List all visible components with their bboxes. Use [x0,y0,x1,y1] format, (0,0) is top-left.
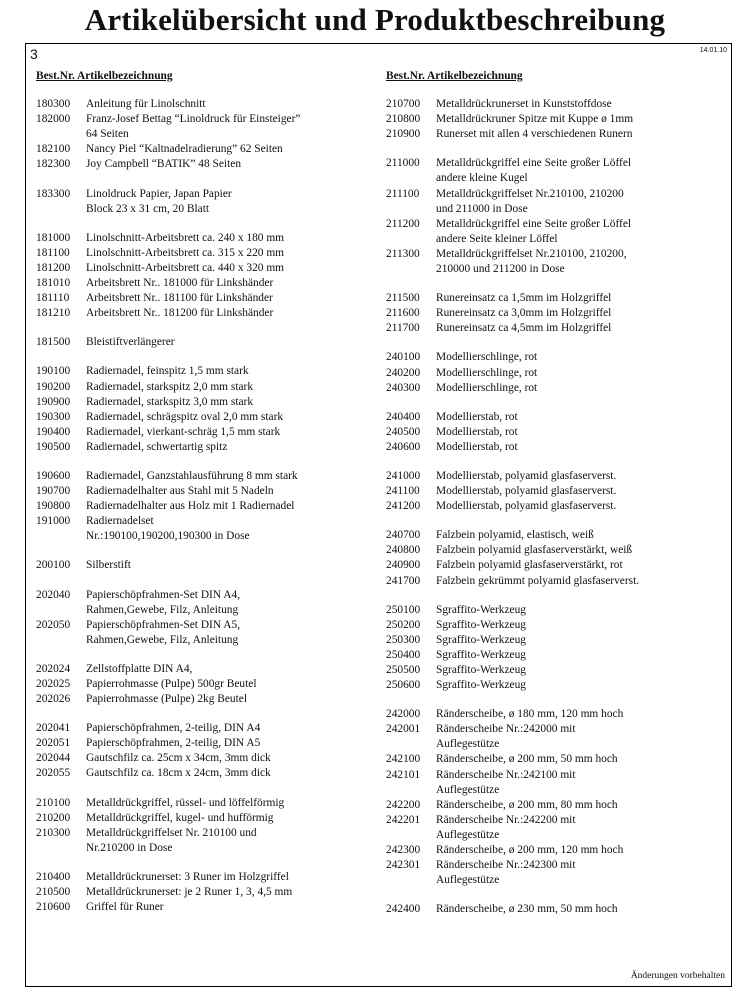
article-row [36,514,376,529]
article-description: Metalldrückrunerset: je 2 Runer 1, 3, 4,5 mm [86,886,293,899]
article-number: 242301 [386,859,421,872]
article-number: 240300 [386,381,421,394]
article-number: 210400 [36,870,71,883]
article-row [386,112,731,127]
article-number: 210100 [36,796,71,809]
article-row [386,574,731,589]
article-description: Falzbein gekrümmt polyamid glasfaserverst. [436,574,640,587]
article-row [36,335,376,350]
article-number: 202044 [36,752,71,765]
article-row [36,499,376,514]
article-description-continued: Nr.:190100,190200,190300 in Dose [86,530,250,543]
article-row [386,618,731,633]
article-number: 250200 [386,618,421,631]
article-description: Metalldrückgriffelset Nr.210100, 210200, [436,247,627,260]
article-description: Zellstoffplatte DIN A4, [86,662,193,675]
row-spacer [36,544,376,558]
article-number: 190700 [36,485,71,498]
article-row [386,187,731,202]
page-number: 3 [30,46,38,62]
catalog-frame [25,43,732,987]
row-spacer [386,277,731,291]
article-number: 241700 [386,574,421,587]
article-row [36,721,376,736]
article-row [36,142,376,157]
article-description: Modellierstab, polyamid glasfaserverst. [436,469,617,482]
article-description: Radiernadel, schwertartig spitz [86,440,228,453]
article-description: Modellierschlinge, rot [436,366,538,379]
article-description: Runerset mit allen 4 verschiedenen Runern [436,128,633,141]
row-spacer [386,336,731,350]
article-number: 240800 [386,544,421,557]
article-number: 182000 [36,113,71,126]
article-number: 211700 [386,322,420,335]
row-spacer [36,217,376,231]
article-description: Falzbein polyamid glasfaserverstärkt, rot [436,559,623,572]
article-description-continued: Auflegestütze [436,738,500,751]
article-number: 211500 [386,292,420,305]
article-description: Griffel für Runer [86,901,164,914]
article-description: Modellierstab, polyamid glasfaserverst. [436,500,617,513]
article-number: 250100 [386,603,421,616]
row-spacer [36,173,376,187]
article-description: Ränderscheibe Nr.:242200 mit [436,813,576,826]
article-row [36,276,376,291]
article-description: Silberstift [86,559,131,572]
article-description: Falzbein polyamid, elastisch, weiß [436,529,594,542]
article-number: 210500 [36,886,71,899]
article-description: Sgraffito-Werkzeug [436,679,526,692]
article-row [36,410,376,425]
article-description: Arbeitsbrett Nr.. 181100 für Linkshänder [86,292,273,305]
article-number: 240900 [386,559,421,572]
right-column [386,69,731,917]
article-description: Sgraffito-Werkzeug [436,648,526,661]
article-number: 181000 [36,231,71,244]
article-row [386,752,731,767]
article-row [36,692,376,707]
article-row [36,766,376,781]
article-row [36,811,376,826]
article-row [36,662,376,677]
article-row [36,97,376,112]
article-number: 181210 [36,307,71,320]
article-row [36,618,376,633]
left-column [36,69,376,915]
article-description: Sgraffito-Werkzeug [436,664,526,676]
article-row [36,440,376,455]
article-description-continued: und 211000 in Dose [436,202,528,215]
article-number: 241200 [386,500,421,513]
article-description: Runereinsatz ca 3,0mm im Holzgriffel [436,307,612,320]
article-row [36,469,376,484]
article-number: 181200 [36,261,71,274]
article-row [36,870,376,885]
article-description: Metalldrückrunerset: 3 Runer im Holzgriffel [86,870,289,883]
article-row [36,395,376,410]
article-number: 241100 [386,485,420,498]
row-spacer [386,142,731,156]
article-number: 190200 [36,380,71,393]
article-number: 242400 [386,903,421,916]
article-row [386,858,731,873]
article-number: 181500 [36,336,71,349]
article-description: Papierschöpfrahmen-Set DIN A4, [86,588,241,601]
article-row [386,484,731,499]
article-description: Arbeitsbrett Nr.. 181200 für Linkshänder [86,307,274,320]
article-description: Ränderscheibe, ø 200 mm, 80 mm hoch [436,798,618,811]
article-row [386,648,731,663]
article-row [386,217,731,232]
row-spacer [386,514,731,528]
article-number: 210300 [36,826,71,839]
article-description: Radiernadel, vierkant-schräg 1,5 mm stark [86,425,281,438]
article-description: Papierschöpfrahmen-Set DIN A5, [86,618,241,631]
article-row [386,678,731,693]
article-number: 242300 [386,844,421,857]
article-row [36,291,376,306]
article-description: Papierschöpfrahmen, 2-teilig, DIN A5 [86,737,261,750]
article-number: 242001 [386,723,421,736]
article-number: 210200 [36,811,71,824]
article-number: 190600 [36,469,71,482]
article-description: Modellierstab, rot [436,425,518,438]
article-description: Modellierschlinge, rot [436,351,538,364]
article-description: Sgraffito-Werkzeug [436,603,526,616]
article-description: Metalldrückgriffel eine Seite großer Löffel [436,217,632,230]
article-description-continued: Auflegestütze [436,783,500,796]
article-description: Ränderscheibe, ø 230 mm, 50 mm hoch [436,903,618,916]
article-number: 210700 [386,98,421,111]
article-row [386,603,731,618]
article-description: Modellierstab, rot [436,410,518,423]
article-description: Nancy Piel “Kaltnadelradierung” 62 Seiten [86,143,283,156]
article-row [386,291,731,306]
footer-note: Änderungen vorbehalten [630,971,725,981]
article-number: 242100 [386,753,421,766]
article-description: Anleitung für Linolschnitt [86,98,206,111]
row-spacer [36,648,376,662]
article-row [36,900,376,915]
article-description-continued: Block 23 x 31 cm, 20 Blatt [86,202,210,215]
article-description: Radiernadelset [86,515,154,528]
article-number: 182300 [36,158,71,171]
row-spacer [386,396,731,410]
article-description: Radiernadel, schrägspitz oval 2,0 mm stark [86,410,284,423]
article-number: 202025 [36,678,71,690]
article-number: 240100 [386,351,421,364]
article-description: Joy Campbell “BATIK” 48 Seiten [86,158,242,171]
article-description: Metalldrückgriffelset Nr.210100, 210200 [436,187,624,200]
row-spacer [36,707,376,721]
article-list [386,97,731,917]
article-row [386,528,731,543]
article-row [36,425,376,440]
article-number: 240200 [386,366,421,379]
article-number: 250300 [386,633,421,646]
article-description: Bleistiftverlängerer [86,336,175,349]
article-description: Papierrohmasse (Pulpe) 2kg Beutel [86,693,248,706]
article-description: Gautschfilz ca. 18cm x 24cm, 3mm dick [86,767,271,780]
article-number: 211300 [386,247,420,260]
article-row [386,321,731,336]
article-number: 242200 [386,798,421,811]
article-number: 190500 [36,440,71,453]
article-description: Metalldrückruner Spitze mit Kuppe ø 1mm [436,113,634,126]
article-row [386,440,731,455]
article-description-continued: Rahmen,Gewebe, Filz, Anleitung [86,633,239,646]
article-number: 190800 [36,500,71,513]
page-title: Artikelübersicht und Produktbeschreibung [84,2,666,37]
article-description-continued: 64 Seiten [86,128,129,141]
article-number: 202051 [36,737,71,750]
article-description: Ränderscheibe Nr.:242100 mit [436,768,576,781]
article-description: Ränderscheibe Nr.:242000 mit [436,723,576,736]
article-description: Falzbein polyamid glasfaserverstärkt, weiß [436,544,633,557]
article-number: 210900 [386,128,421,141]
article-list [36,97,376,915]
article-number: 190400 [36,425,71,438]
article-row [36,157,376,172]
article-number: 240700 [386,529,421,542]
article-row [386,127,731,142]
row-spacer [36,574,376,588]
article-description: Radiernadelhalter aus Holz mit 1 Radiernadel [86,500,295,513]
article-description: Ränderscheibe, ø 180 mm, 120 mm hoch [436,708,624,721]
article-row [36,112,376,127]
article-number: 211600 [386,307,420,320]
article-number: 181110 [36,292,70,305]
article-description: Metalldrückgriffelset Nr. 210100 und [86,826,257,839]
article-number: 202050 [36,618,71,631]
article-row [386,410,731,425]
article-description: Radiernadel, feinspitz 1,5 mm stark [86,365,249,378]
article-row [386,663,731,678]
column-header: Best.Nr. Artikelbezeichnung [36,70,173,82]
article-number: 190100 [36,365,71,378]
article-description: Gautschfilz ca. 25cm x 34cm, 3mm dick [86,752,271,765]
article-row [386,381,731,396]
article-row [36,484,376,499]
article-number: 240500 [386,425,421,438]
article-description: Radiernadelhalter aus Stahl mit 5 Nadeln [86,485,274,498]
row-spacer [36,782,376,796]
article-number: 250500 [386,664,421,676]
article-row [386,558,731,573]
article-row [36,364,376,379]
article-description: Linolschnitt-Arbeitsbrett ca. 315 x 220 mm [86,246,285,259]
article-number: 181100 [36,246,70,259]
article-number: 200100 [36,559,71,572]
article-number: 211000 [386,157,420,170]
article-row [36,826,376,841]
article-number: 210600 [36,901,71,914]
row-spacer [386,455,731,469]
article-number: 242201 [386,813,421,826]
article-row [386,425,731,440]
article-description: Ränderscheibe Nr.:242300 mit [436,859,576,872]
article-row [386,97,731,112]
article-row [36,751,376,766]
article-row [386,350,731,365]
article-row [386,499,731,514]
row-spacer [36,856,376,870]
article-row [386,306,731,321]
article-row [386,813,731,828]
row-spacer [386,589,731,603]
article-number: 210800 [386,113,421,126]
article-description-continued: Auflegestütze [436,874,500,887]
article-number: 250600 [386,679,421,692]
article-number: 202040 [36,588,71,601]
row-spacer [36,350,376,364]
article-description: Papierschöpfrahmen, 2-teilig, DIN A4 [86,722,261,735]
article-row [36,588,376,603]
article-description: Linolschnitt-Arbeitsbrett ca. 240 x 180 mm [86,231,285,244]
article-number: 190900 [36,395,71,408]
row-spacer [36,455,376,469]
article-number: 181010 [36,277,71,290]
article-description: Sgraffito-Werkzeug [436,618,526,631]
article-description-continued: andere kleine Kugel [436,172,528,185]
article-number: 241000 [386,469,421,482]
article-description-continued: 210000 und 211200 in Dose [436,263,565,276]
article-row [36,558,376,573]
article-row [386,843,731,858]
article-row [36,306,376,321]
article-row [386,768,731,783]
article-description-continued: Nr.210200 in Dose [86,841,173,854]
article-description-continued: Auflegestütze [436,828,500,841]
article-number: 242101 [386,768,421,781]
article-description: Arbeitsbrett Nr.. 181000 für Linkshänder [86,277,274,290]
article-row [36,736,376,751]
article-number: 202026 [36,693,71,706]
article-row [36,885,376,900]
article-row [386,633,731,648]
row-spacer [36,321,376,335]
article-description: Metalldrückgriffel, rüssel- und löffelförmig [86,796,285,809]
article-row [386,543,731,558]
article-number: 211200 [386,217,420,230]
article-number: 182100 [36,143,71,156]
article-number: 190300 [36,410,71,423]
row-spacer [386,693,731,707]
article-row [386,469,731,484]
article-row [386,722,731,737]
article-description-continued: andere Seite kleiner Löffel [436,232,558,245]
article-description: Franz-Josef Bettag “Linoldruck für Einsteiger” [86,113,301,126]
article-description: Ränderscheibe, ø 200 mm, 50 mm hoch [436,753,618,766]
article-row [36,261,376,276]
article-number: 250400 [386,648,421,661]
row-spacer [386,888,731,902]
article-description: Metalldrückrunerset in Kunststoffdose [436,98,612,111]
article-description: Metalldrückgriffel, kugel- und hufförmig [86,811,274,824]
article-description-continued: Rahmen,Gewebe, Filz, Anleitung [86,603,239,616]
article-row [36,231,376,246]
article-row [36,246,376,261]
article-description: Runereinsatz ca 4,5mm im Holzgriffel [436,322,612,335]
article-description: Metalldrückgriffel eine Seite großer Löffel [436,157,632,170]
article-description: Linoldruck Papier, Japan Papier [86,187,232,200]
article-description: Radiernadel, Ganzstahlausführung 8 mm stark [86,469,298,482]
article-description: Modellierschlinge, rot [436,381,538,394]
article-row [386,247,731,262]
article-description: Modellierstab, rot [436,440,518,453]
article-description: Modellierstab, polyamid glasfaserverst. [436,485,617,498]
article-row [386,707,731,722]
article-number: 202041 [36,722,71,735]
article-description: Papierrohmasse (Pulpe) 500gr Beutel [86,678,257,690]
article-row [36,187,376,202]
article-description: Radiernadel, starkspitz 3,0 mm stark [86,395,254,408]
article-number: 211100 [386,187,420,200]
article-description: Ränderscheibe, ø 200 mm, 120 mm hoch [436,844,624,857]
article-row [36,380,376,395]
column-header: Best.Nr. Artikelbezeichnung [386,70,523,82]
article-row [36,796,376,811]
article-number: 180300 [36,98,71,111]
article-row [386,366,731,381]
article-number: 191000 [36,515,71,528]
article-row [386,798,731,813]
article-number: 240600 [386,440,421,453]
article-number: 183300 [36,187,71,200]
article-description: Linolschnitt-Arbeitsbrett ca. 440 x 320 mm [86,261,285,274]
article-number: 202024 [36,662,71,675]
article-row [386,902,731,917]
article-row [386,156,731,171]
article-description: Runereinsatz ca 1,5mm im Holzgriffel [436,292,612,305]
article-number: 202055 [36,767,71,780]
article-description: Radiernadel, starkspitz 2,0 mm stark [86,380,254,393]
print-date: 14.01.10 [699,47,727,54]
article-number: 240400 [386,410,421,423]
article-number: 242000 [386,708,421,721]
article-row [36,677,376,692]
article-description: Sgraffito-Werkzeug [436,633,526,646]
